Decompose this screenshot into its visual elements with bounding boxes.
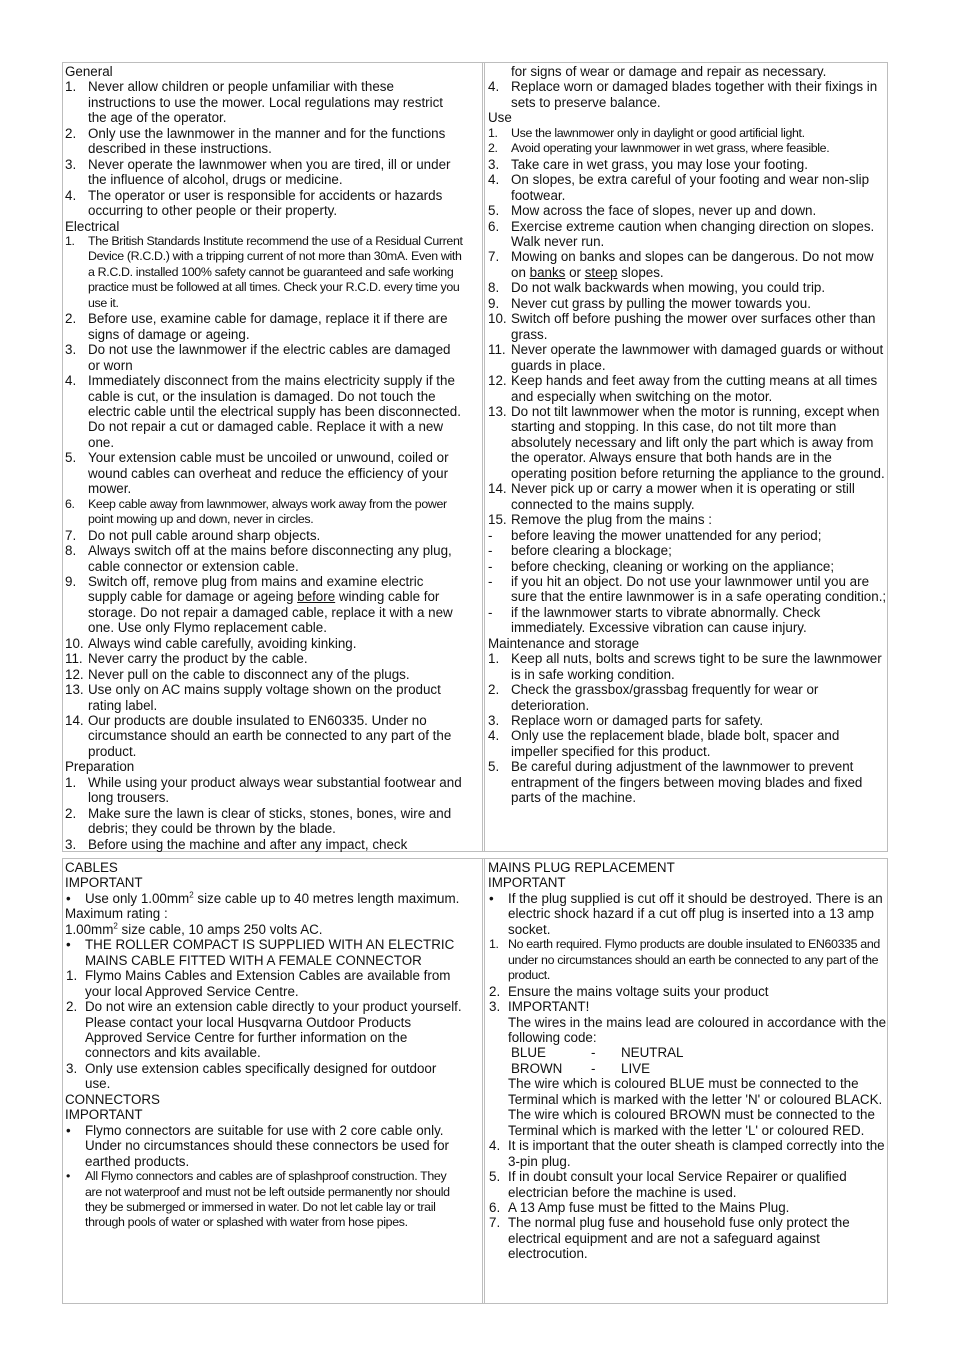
safety-instructions-panel (62, 62, 888, 852)
item-number: 1. (488, 651, 500, 667)
list-item (488, 373, 888, 404)
bullet-item (488, 891, 888, 937)
list-item (65, 667, 465, 682)
item-text: before checking, cleaning or working on the appliance; (511, 558, 835, 574)
item-text: before leaving the mower unattended for any period; (511, 527, 822, 543)
section-heading: Preparation (65, 759, 135, 775)
cables-plug-panel (62, 858, 888, 1304)
item-number: 1. (488, 125, 498, 140)
list-item (65, 528, 465, 543)
item-number: 5. (488, 203, 500, 219)
bullet-item (488, 937, 888, 983)
bullet-item (488, 1138, 888, 1169)
item-number (488, 64, 511, 79)
list-item (488, 574, 888, 605)
list-item (488, 296, 888, 311)
item-number: 1. (65, 79, 77, 95)
item-number: 7. (489, 1215, 501, 1231)
item-number: - (488, 558, 493, 574)
item-text: THE ROLLER COMPACT IS SUPPLIED WITH AN ELECTRIC MAINS CABLE FITTED WITH A FEMALE CONNECTOR (85, 937, 455, 968)
column-divider (482, 859, 485, 1303)
item-number: - (488, 543, 493, 559)
list-item (488, 249, 888, 280)
list-item (65, 450, 465, 496)
item-number: 14. (65, 713, 84, 729)
item-text: Make sure the lawn is clear of sticks, stones, bones, wire and debris; they could be thrown by the blade. (88, 805, 452, 837)
item-number: 9. (488, 295, 500, 311)
list-item (65, 188, 465, 219)
item-text: if the lawnmower starts to vibrate abnormally. Check immediately. Excessive vibration can cause injury. (511, 604, 821, 636)
text-part: size cable, 10 amps 250 volts AC. (117, 921, 323, 937)
item-text: before clearing a blockage; (511, 543, 672, 559)
item-number: 12. (488, 373, 507, 389)
list-item (488, 219, 888, 250)
safety-left-column (65, 64, 465, 852)
item-text: Before using the machine and after any impact, check (88, 836, 408, 852)
item-text: if you hit an object. Do not use your lawnmower until you are sure that the entire lawnmower is in a safe operating condition.; (511, 573, 887, 605)
text-part: or (565, 264, 585, 280)
item-number: 13. (65, 682, 84, 698)
list-item (65, 806, 465, 837)
item-text: Avoid operating your lawnmower in wet grass, where feasible. (511, 141, 830, 156)
list-item (488, 759, 888, 805)
item-number: - (488, 573, 493, 589)
item-text: Only use extension cables specifically designed for outdoor use. (85, 1060, 437, 1092)
item-number: 5. (65, 450, 77, 466)
item-number: - (488, 527, 493, 543)
bullet-item (488, 999, 888, 1014)
list-item (65, 311, 465, 342)
section-heading: General (65, 64, 113, 79)
item-number: 2. (489, 983, 501, 999)
item-text: Keep cable away from lawnmower, always work away from the power point mowing up and down, never in circles. (88, 496, 447, 527)
list-item (488, 126, 888, 141)
item-text: Take care in wet grass, you may lose your footing. (511, 156, 808, 172)
item-number: 1. (65, 233, 75, 248)
item-text: Do not walk backwards when mowing, you could trip. (511, 280, 826, 296)
item-text: Ensure the mains voltage suits your product (508, 983, 769, 999)
list-item (488, 728, 888, 759)
item-number: 11. (488, 342, 506, 358)
item-number (488, 1107, 508, 1138)
bullet-item (65, 999, 465, 1061)
cables-left-column (65, 860, 465, 1231)
item-number: 3. (65, 836, 77, 852)
section-heading: Maximum rating : (65, 906, 168, 922)
item-number: 4. (488, 79, 500, 95)
wire-code-cell: NEUTRAL (621, 1045, 684, 1061)
item-number: 2. (65, 125, 77, 141)
column-divider (482, 63, 485, 851)
item-text: Exercise extreme caution when changing direction on slopes. Walk never run. (511, 218, 875, 249)
item-text: Our products are double insulated to EN60335. Under no circumstance should an earth be connected to any part of the product. (88, 713, 452, 759)
item-number: 4. (488, 172, 500, 188)
item-text (88, 574, 465, 636)
list-item (488, 528, 888, 543)
list-item (488, 141, 888, 156)
list-item (65, 713, 465, 759)
item-number: • (66, 1169, 70, 1184)
text-part: slopes. (617, 264, 664, 280)
item-text: Replace worn or damaged parts for safety. (511, 713, 764, 729)
item-text: Mow across the face of slopes, never up and down. (511, 203, 817, 219)
item-number: 3. (488, 156, 500, 172)
item-text: If the plug supplied is cut off it should be destroyed. There is an electric shock hazard if a cut off plug is inserted into a 13 amp socket. (508, 890, 883, 937)
item-number: 2. (65, 311, 77, 327)
list-item (65, 574, 465, 636)
section-heading: MAINS PLUG REPLACEMENT (488, 860, 675, 875)
wire-code-cell: - (591, 1045, 596, 1061)
list-item (65, 636, 465, 651)
list-item (65, 79, 465, 125)
section-heading: CABLES (65, 860, 118, 875)
bullet-item (65, 937, 465, 968)
item-text: Do not wire an extension cable directly to your product yourself. Please contact your local Husqvarna Outdoor Products Approved Service Centre for further information on the connectors and kits available. (85, 999, 462, 1061)
list-item (488, 512, 888, 527)
list-item (65, 234, 465, 311)
text-part: 2 (189, 890, 194, 900)
item-number: 9. (65, 573, 77, 589)
list-item (65, 651, 465, 666)
item-number: - (488, 604, 493, 620)
item-number: 4. (65, 373, 77, 389)
wire-code-cell: BROWN (511, 1060, 563, 1076)
item-text: The wire which is coloured BLUE must be connected to the Terminal which is marked with the letter 'N' or coloured BLACK. (508, 1076, 883, 1107)
list-item (488, 713, 888, 728)
item-text (511, 249, 888, 280)
item-text: for signs of wear or damage and repair as necessary. (511, 64, 827, 79)
item-text: Only use the lawnmower in the manner and for the functions described in these instructions. (88, 125, 446, 157)
list-item (488, 157, 888, 172)
section-heading: Electrical (65, 218, 120, 234)
item-text: IMPORTANT! (508, 999, 590, 1015)
list-item (488, 79, 888, 110)
item-text: Do not use the lawnmower if the electric cables are damaged or worn (88, 342, 451, 373)
list-item (488, 311, 888, 342)
item-number: 2. (488, 682, 500, 698)
item-text: Only use the replacement blade, blade bolt, spacer and impeller specified for this product. (511, 728, 840, 759)
safety-right-column (488, 64, 888, 806)
list-item (488, 481, 888, 512)
item-number: 2. (66, 999, 78, 1015)
text-part: size cable up to 40 metres length maximum. (193, 890, 460, 906)
item-text: Do not pull cable around sharp objects. (88, 527, 321, 543)
section-heading: Use (488, 110, 512, 126)
text-part: Mowing on banks and slopes can be dangerous. Do not mow on (511, 249, 874, 280)
item-text: Be careful during adjustment of the lawnmower to prevent entrapment of the fingers between moving blades and fixed parts of the machine. (511, 759, 863, 806)
wire-code-cell: LIVE (621, 1060, 651, 1076)
wire-code-row (488, 1061, 888, 1076)
item-number: 1. (66, 968, 78, 984)
plug-right-column (488, 860, 888, 1262)
item-text: Never operate the lawnmower when you are tired, ill or under the influence of alcohol, drugs or medicine. (88, 156, 451, 188)
item-number: 10. (488, 311, 507, 327)
item-text: Never pull on the cable to disconnect any of the plugs. (88, 666, 410, 682)
text-part: steep (584, 264, 618, 280)
item-number: 6. (65, 496, 75, 511)
item-text: Flymo connectors are suitable for use with 2 core cable only. Under no circumstances should these connectors be used for earthed products. (85, 1122, 449, 1169)
bullet-item (488, 984, 888, 999)
item-number: 1. (65, 774, 77, 790)
item-number: • (489, 890, 494, 906)
item-text: Immediately disconnect from the mains electricity supply if the cable is cut, or the insulation is damaged. Do not touch the electric cable until the electrical supply has been disconnected. Do not repair a cut or damaged cable. Replace it with a new one. (88, 373, 461, 450)
item-number: 14. (488, 481, 507, 497)
list-item (65, 682, 465, 713)
item-number: 11. (65, 651, 83, 667)
item-text: Replace worn or damaged blades together with their fixings in sets to preserve balance. (511, 79, 878, 110)
item-number: 12. (65, 666, 84, 682)
item-number: 3. (65, 342, 77, 358)
list-item (65, 775, 465, 806)
list-item (488, 280, 888, 295)
list-item (65, 497, 465, 528)
section-heading: IMPORTANT (65, 1107, 143, 1123)
bullet-item (488, 1015, 888, 1046)
item-text: Never operate the lawnmower with damaged guards or without guards in place. (511, 342, 884, 373)
list-item (65, 126, 465, 157)
item-text: Switch off before pushing the mower over surfaces other than grass. (511, 311, 876, 342)
item-text: Before use, examine cable for damage, replace it if there are signs of damage or ageing. (88, 311, 448, 342)
item-number: • (66, 890, 71, 906)
item-text: The wires in the mains lead are coloured in accordance with the following code: (508, 1014, 887, 1045)
text-part: Switch off, remove plug from mains and examine electric supply cable for damage or ageing (88, 573, 424, 605)
bullet-item (488, 1169, 888, 1200)
text-part: before (297, 589, 336, 605)
item-number: 2. (488, 141, 498, 156)
item-number: 3. (488, 713, 500, 729)
list-item (488, 342, 888, 373)
list-item (488, 605, 888, 636)
item-number: 8. (488, 280, 500, 296)
item-text: Never cut grass by pulling the mower towards you. (511, 295, 811, 311)
list-item (488, 651, 888, 682)
item-text: While using your product always wear substantial footwear and long trousers. (88, 774, 462, 806)
item-number: 5. (489, 1169, 501, 1185)
item-number: 5. (488, 759, 500, 775)
item-number (488, 1015, 508, 1046)
item-number: 7. (488, 249, 500, 265)
bullet-item (65, 891, 465, 906)
wire-code-cell: BLUE (511, 1045, 546, 1061)
list-item (488, 203, 888, 218)
item-text: Never allow children or people unfamiliar with these instructions to use the mower. Local regulations may restrict the age of the operator. (88, 79, 444, 126)
item-text: The operator or user is responsible for accidents or hazards occurring to other people or their property. (88, 187, 443, 219)
item-text: Keep hands and feet away from the cutting means at all times and especially when switching on the motor. (511, 373, 878, 404)
text-part: banks (529, 264, 566, 280)
item-text: Check the grassbox/grassbag frequently for wear or deterioration. (511, 682, 819, 713)
item-number: 4. (489, 1138, 501, 1154)
list-item (488, 64, 888, 79)
item-text: On slopes, be extra careful of your footing and wear non-slip footwear. (511, 172, 870, 203)
section-heading: CONNECTORS (65, 1091, 160, 1107)
item-text (85, 891, 465, 906)
rating-line (65, 922, 465, 937)
item-number: • (66, 1122, 71, 1138)
bullet-item (65, 1061, 465, 1092)
item-number: 15. (488, 512, 507, 528)
item-number: 4. (65, 187, 77, 203)
bullet-item (65, 1169, 465, 1231)
text-part: winding cable for storage. Do not repair a damaged cable, replace it with a new one. Use only Flymo replacement cable. (88, 589, 453, 636)
item-number: 13. (488, 403, 507, 419)
list-item (65, 342, 465, 373)
item-text: All Flymo connectors and cables are of splashproof construction. They are not waterproof and must not be left outside permanently nor should they be submerged or immersed in water. Do not let cable lay or trail through pools of water or splashed with water from hose pipes. (85, 1169, 450, 1230)
item-text: Keep all nuts, bolts and screws tight to be sure the lawnmower is in safe working condition. (511, 651, 882, 682)
list-item (488, 172, 888, 203)
section-heading: Maintenance and storage (488, 635, 640, 651)
section-heading: IMPORTANT (65, 875, 143, 891)
list-item (488, 682, 888, 713)
item-text: Do not tilt lawnmower when the motor is running, except when starting and stopping. In this case, do not tilt more than absolutely necessary and lift only the part which is away from the operator. Always ensure that both hands are in the operating position before returning the appliance to the ground. (511, 403, 885, 481)
list-item (488, 543, 888, 558)
wire-code-row (488, 1045, 888, 1060)
item-number: 8. (65, 543, 77, 559)
section-heading: IMPORTANT (488, 875, 566, 891)
item-number: 1. (489, 937, 499, 952)
item-number: 7. (65, 527, 77, 543)
item-number: 4. (488, 728, 500, 744)
item-text: Use only on AC mains supply voltage shown on the product rating label. (88, 682, 441, 713)
item-text: Remove the plug from the mains : (511, 512, 712, 528)
item-number: 3. (65, 156, 77, 172)
item-number: 2. (65, 805, 77, 821)
list-item (65, 157, 465, 188)
bullet-item (488, 1076, 888, 1107)
item-text: Never pick up or carry a mower when it is operating or still connected to the mains supply. (511, 481, 855, 512)
item-number: 3. (489, 999, 501, 1015)
item-text: The normal plug fuse and household fuse only protect the electrical equipment and are not a safeguard against electrocution. (508, 1215, 850, 1262)
item-number (488, 1076, 508, 1107)
item-number: 6. (488, 218, 500, 234)
bullet-item (488, 1200, 888, 1215)
list-item (65, 837, 465, 852)
text-part: 1.00mm (65, 921, 114, 937)
list-item (65, 543, 465, 574)
list-item (488, 559, 888, 574)
text-part: 2 (113, 921, 118, 931)
item-text: Always switch off at the mains before disconnecting any plug, cable connector or extension cable. (88, 543, 452, 574)
item-text: Use the lawnmower only in daylight or good artificial light. (511, 125, 805, 140)
list-item (65, 373, 465, 450)
item-text: If in doubt consult your local Service Repairer or qualified electrician before the machine is used. (508, 1169, 847, 1200)
item-text: Your extension cable must be uncoiled or unwound, coiled or wound cables can overheat and reduce the efficiency of your mower. (88, 450, 449, 497)
item-text: Always wind cable carefully, avoiding kinking. (88, 635, 357, 651)
item-text: The wire which is coloured BROWN must be connected to the Terminal which is marked with the letter 'L' or coloured RED. (508, 1107, 875, 1138)
list-item (488, 404, 888, 481)
item-text: A 13 Amp fuse must be fitted to the Mains Plug. (508, 1199, 790, 1215)
bullet-item (65, 968, 465, 999)
bullet-item (488, 1107, 888, 1138)
item-text: No earth required. Flymo products are double insulated to EN60335 and under no circumstances should an earth be connected to any part of the product. (508, 937, 880, 983)
item-number: • (66, 937, 71, 953)
item-number: 10. (65, 635, 84, 651)
item-text: It is important that the outer sheath is clamped correctly into the 3-pin plug. (508, 1138, 885, 1169)
bullet-item (65, 1123, 465, 1169)
item-text: Flymo Mains Cables and Extension Cables are available from your local Approved Service Centre. (85, 968, 451, 999)
item-number: 3. (66, 1060, 78, 1076)
item-text: The British Standards Institute recommend the use of a Residual Current Device (R.C.D.) with a tripping current of not more than 30mA. Even with a R.C.D. installed 100% safety cannot be guaranteed and safe working practice must be followed at all times. Check your R.C.D. every time you use it. (88, 233, 463, 310)
bullet-item (488, 1215, 888, 1261)
text-part: Use only 1.00mm (85, 890, 190, 906)
wire-code-cell: - (591, 1060, 596, 1076)
item-number: 6. (489, 1199, 501, 1215)
item-text: Never carry the product by the cable. (88, 651, 308, 667)
